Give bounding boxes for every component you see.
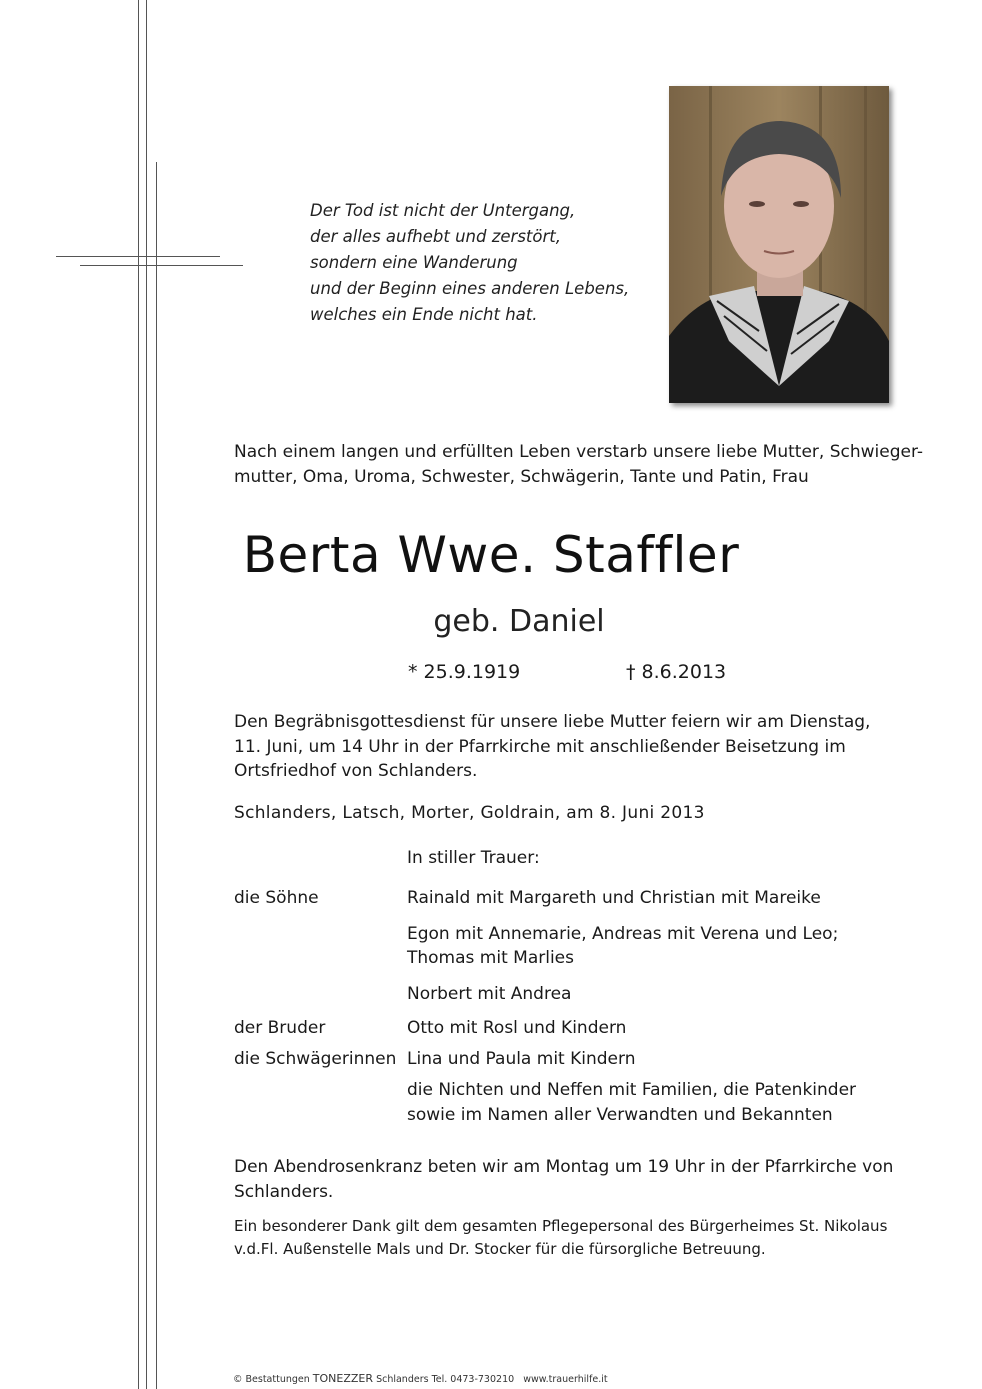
announcement-intro (234, 440, 934, 489)
portrait-illustration (669, 86, 889, 403)
funeral-line: Ortsfriedhof von Schlanders. (234, 761, 478, 781)
footer-credit (233, 1372, 608, 1385)
sisters-in-law-label: die Schwägerinnen (234, 1049, 397, 1069)
intro-line: Nach einem langen und erfüllten Leben verstarb unsere liebe Mutter, Schwieger- (234, 442, 923, 462)
thanks-line: v.d.Fl. Außenstelle Mals und Dr. Stocker für die fürsorgliche Betreuung. (234, 1240, 766, 1258)
funeral-line: 11. Juni, um 14 Uhr in der Pfarrkirche mit anschließender Beisetzung im (234, 736, 846, 757)
quote-line: sondern eine Wanderung (310, 253, 518, 272)
quote-line: welches ein Ende nicht hat. (310, 305, 538, 324)
birth-date: * 25.9.1919 (408, 661, 521, 683)
portrait-photo (669, 86, 889, 403)
place-and-date: Schlanders, Latsch, Morter, Goldrain, am 8. Juni 2013 (234, 803, 705, 823)
deceased-name: Berta Wwe. Staffler (242, 526, 740, 584)
footer-contact: Schlanders Tel. 0473-730210 (376, 1374, 515, 1385)
quote-line: und der Beginn eines anderen Lebens, (310, 279, 630, 298)
footer-brand: TONEZZER (312, 1372, 374, 1385)
thanks-line: Ein besonderer Dank gilt dem gesamten Pflegepersonal des Bürgerheimes St. Nikolaus (234, 1217, 888, 1235)
funeral-details (234, 710, 934, 784)
rosary-notice (234, 1155, 934, 1204)
footer-prefix: © Bestattungen (233, 1374, 310, 1385)
funeral-line: Den Begräbnisgottesdienst für unsere liebe Mutter feiern wir am Dienstag, (234, 712, 871, 732)
brother-label: der Bruder (234, 1018, 326, 1038)
cross-ornament-vertical-right (156, 162, 157, 1389)
sons-label: die Söhne (234, 888, 319, 908)
rosary-line: Schlanders. (234, 1181, 334, 1202)
cross-ornament-vertical-middle (146, 0, 147, 1389)
death-date: † 8.6.2013 (626, 661, 727, 683)
sons-line: Norbert mit Andrea (407, 984, 572, 1004)
sons-line: Egon mit Annemarie, Andreas mit Verena und Leo; (407, 924, 839, 944)
brother-line: Otto mit Rosl und Kindern (407, 1018, 627, 1038)
memorial-quote (310, 198, 650, 328)
sisters-in-law-line: Lina und Paula mit Kindern (407, 1049, 636, 1069)
footer-website-link[interactable]: www.trauerhilfe.it (523, 1374, 608, 1385)
relatives-line: sowie im Namen aller Verwandten und Bekannten (407, 1105, 833, 1125)
cross-ornament-vertical-left (138, 0, 139, 1389)
quote-line: der alles aufhebt und zerstört, (310, 227, 561, 246)
thanks-notice (234, 1215, 934, 1261)
quote-line: Der Tod ist nicht der Untergang, (310, 201, 576, 220)
cross-ornament-horizontal-top (56, 256, 220, 257)
birth-name: geb. Daniel (433, 604, 605, 639)
sons-line: Thomas mit Marlies (407, 948, 574, 968)
rosary-line: Den Abendrosenkranz beten wir am Montag um 19 Uhr in der Pfarrkirche von (234, 1157, 894, 1177)
mourners-heading: In stiller Trauer: (407, 848, 540, 868)
intro-line: mutter, Oma, Uroma, Schwester, Schwägerin, Tante und Patin, Frau (234, 466, 809, 487)
sons-line: Rainald mit Margareth und Christian mit Mareike (407, 888, 821, 908)
relatives-line: die Nichten und Neffen mit Familien, die Patenkinder (407, 1080, 857, 1100)
cross-ornament-horizontal-bottom (80, 265, 243, 266)
